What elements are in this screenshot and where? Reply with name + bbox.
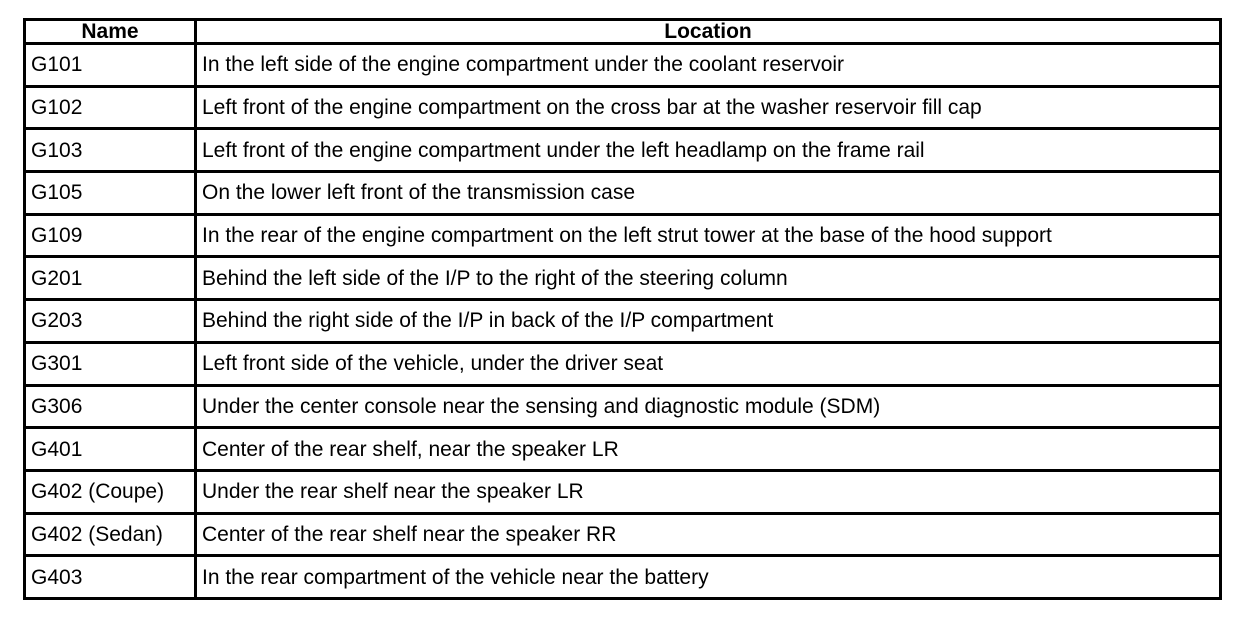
ground-location-cell: In the rear compartment of the vehicle near the battery [197,557,1219,597]
ground-name-cell: G402 (Coupe) [26,472,194,512]
ground-name-cell: G103 [26,130,194,170]
ground-location-cell: Under the center console near the sensing and diagnostic module (SDM) [197,387,1219,427]
table-row [26,387,1219,427]
table-row [26,88,1219,128]
table-row [26,301,1219,341]
ground-location-cell: Under the rear shelf near the speaker LR [197,472,1219,512]
table-row [26,515,1219,555]
ground-name-cell: G201 [26,258,194,298]
table-row [26,472,1219,512]
ground-name-cell: G102 [26,88,194,128]
ground-location-cell: Left front side of the vehicle, under the driver seat [197,344,1219,384]
table-row [26,45,1219,85]
ground-location-cell: On the lower left front of the transmission case [197,173,1219,213]
column-header-name: Name [26,21,194,42]
ground-location-cell: Center of the rear shelf near the speaker RR [197,515,1219,555]
ground-locations-table [23,18,1222,600]
ground-name-cell: G402 (Sedan) [26,515,194,555]
ground-name-cell: G403 [26,557,194,597]
table-row [26,429,1219,469]
ground-location-cell: In the left side of the engine compartment under the coolant reservoir [197,45,1219,85]
ground-name-cell: G109 [26,216,194,256]
ground-location-cell: Center of the rear shelf, near the speaker LR [197,429,1219,469]
table-row [26,258,1219,298]
ground-locations-table-frame [23,18,1222,600]
table-row [26,216,1219,256]
table-row [26,173,1219,213]
ground-location-cell: Behind the right side of the I/P in back of the I/P compartment [197,301,1219,341]
table-body [26,45,1219,597]
table-row [26,557,1219,597]
ground-location-cell: Behind the left side of the I/P to the right of the steering column [197,258,1219,298]
ground-name-cell: G105 [26,173,194,213]
ground-name-cell: G101 [26,45,194,85]
column-header-location: Location [197,21,1219,42]
ground-name-cell: G301 [26,344,194,384]
ground-location-cell: In the rear of the engine compartment on the left strut tower at the base of the hood support [197,216,1219,256]
ground-name-cell: G203 [26,301,194,341]
ground-name-cell: G401 [26,429,194,469]
ground-location-cell: Left front of the engine compartment on the cross bar at the washer reservoir fill cap [197,88,1219,128]
table-row [26,130,1219,170]
table-row [26,344,1219,384]
header-row [26,21,1219,42]
ground-location-cell: Left front of the engine compartment under the left headlamp on the frame rail [197,130,1219,170]
ground-name-cell: G306 [26,387,194,427]
